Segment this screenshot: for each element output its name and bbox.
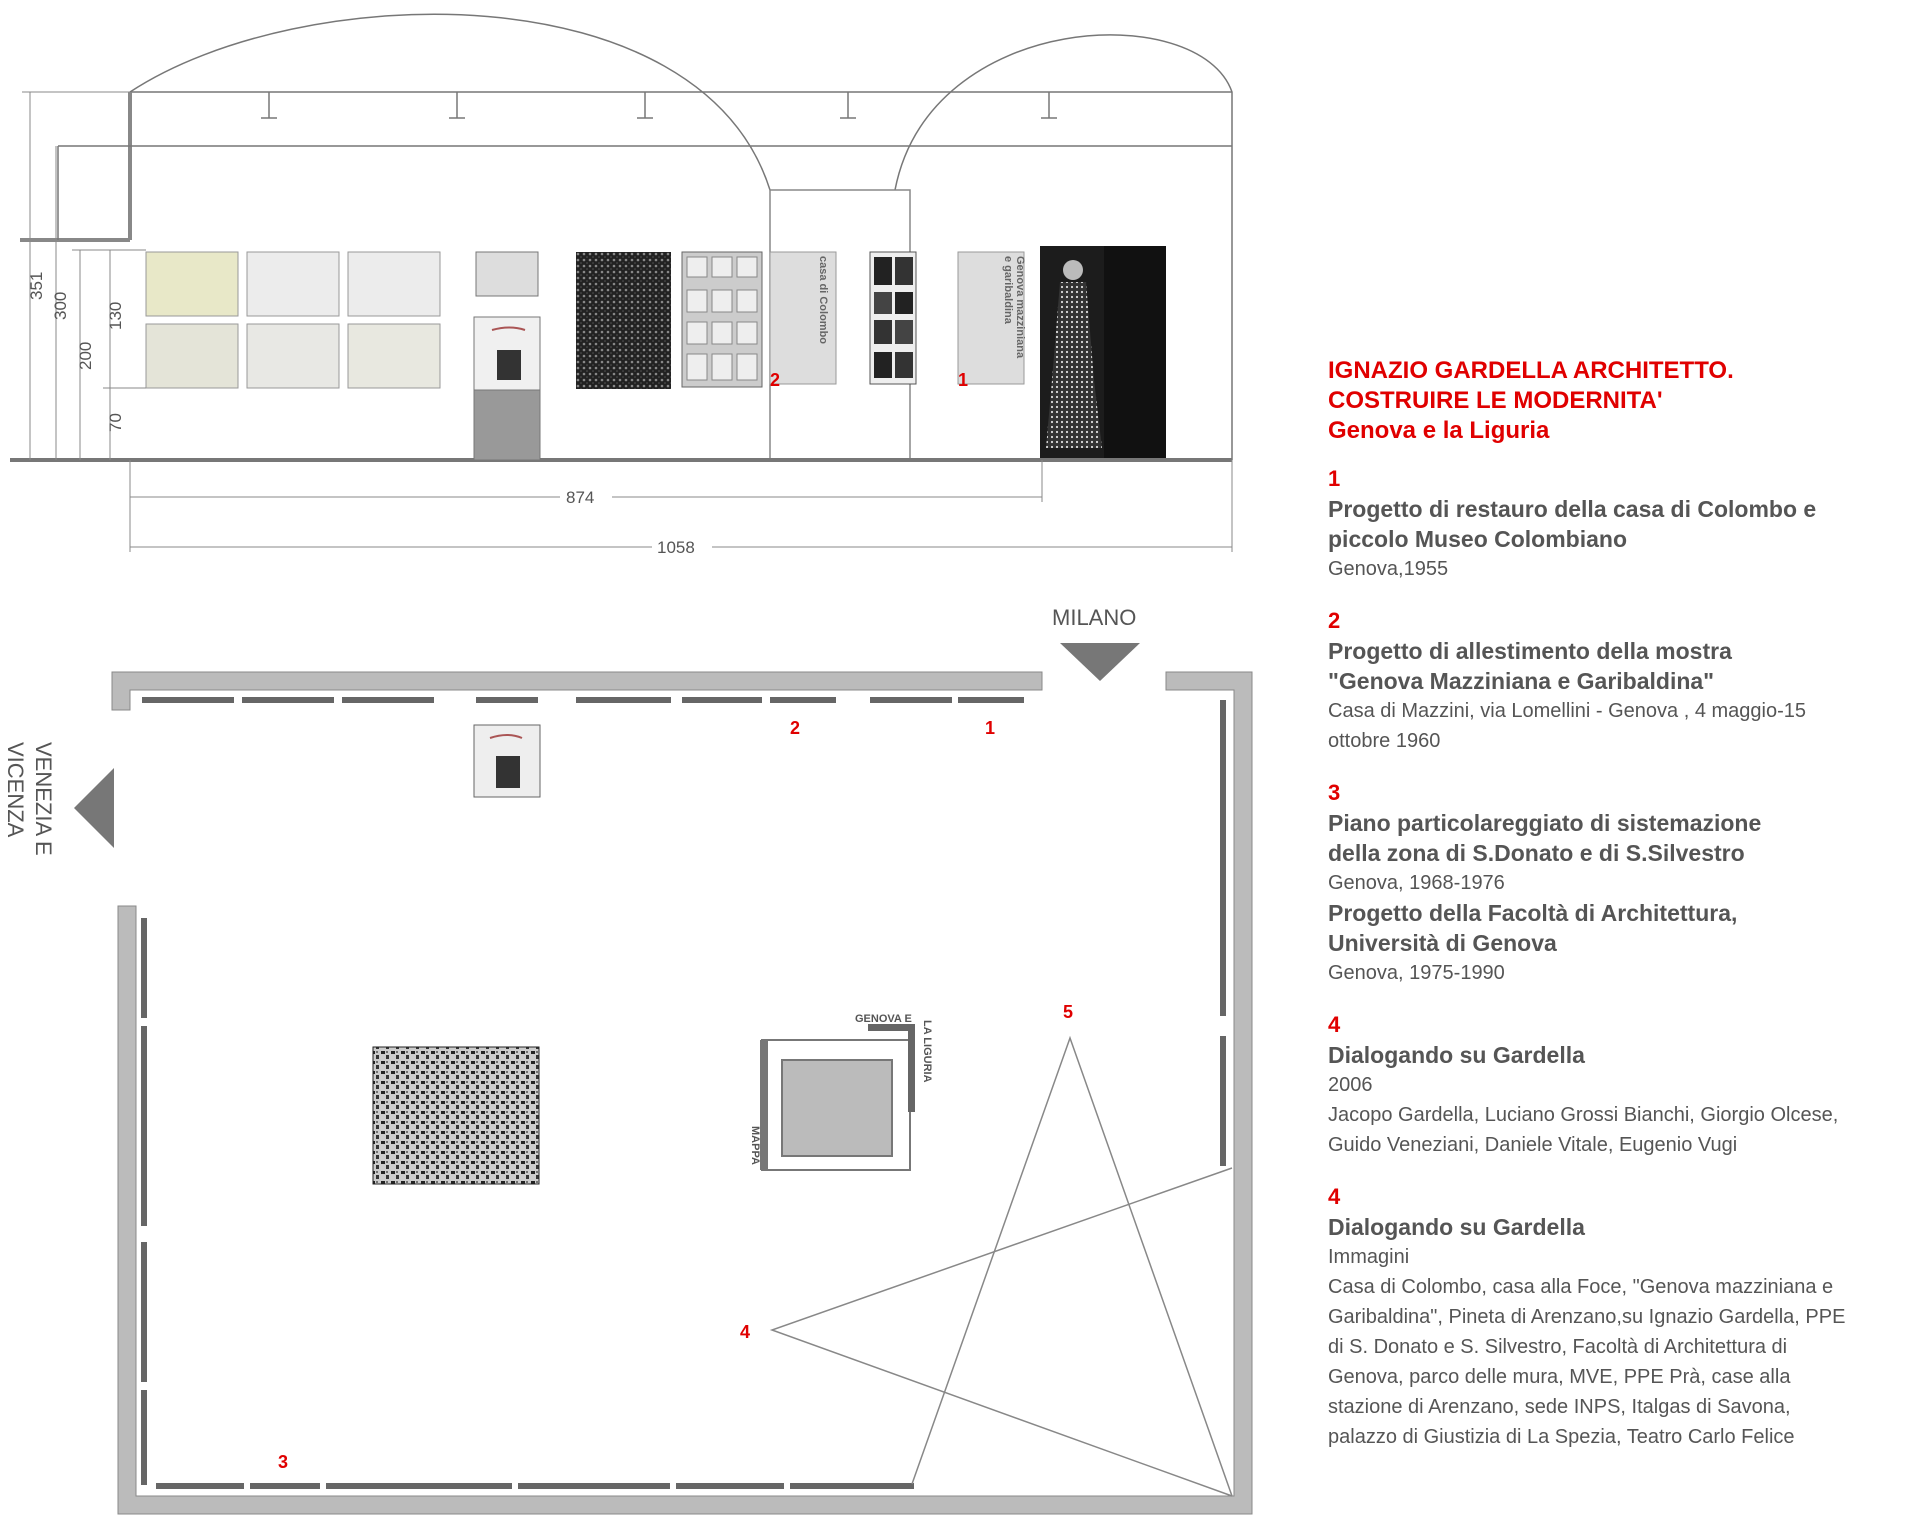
plan-label-genova: GENOVA E	[855, 1013, 912, 1025]
legend-item-text: Genova, 1968-1976	[1328, 872, 1505, 894]
legend-item-heading: Dialogando su Gardella	[1328, 1042, 1585, 1068]
dim-351: 351	[27, 271, 46, 300]
legend-item-heading: della zona di S.Donato e di S.Silvestro	[1328, 840, 1745, 866]
photo-strip-panel	[870, 252, 916, 384]
legend-item-text: ottobre 1960	[1328, 730, 1441, 752]
legend-item-text: Genova,1955	[1328, 558, 1449, 580]
legend-item-heading: Piano particolareggiato di sistemazione	[1328, 810, 1762, 836]
dim-1058: 1058	[657, 538, 695, 557]
legend-item-text: di S. Donato e S. Silvestro, Facoltà di Architettura di	[1328, 1336, 1788, 1358]
plan-wall-top-right	[118, 672, 1252, 1514]
plan-left-panels	[141, 918, 147, 1485]
plan-central-display	[760, 1024, 915, 1170]
legend-item-3	[1328, 778, 1918, 988]
plan-marker-2: 2	[790, 718, 801, 738]
elevation-view	[10, 14, 1232, 557]
direction-venezia-1: VENEZIA E	[31, 742, 56, 856]
arrow-venezia-icon	[74, 768, 114, 848]
plan-marker-4: 4	[740, 1322, 751, 1342]
legend-item-heading: "Genova Mazziniana e Garibaldina"	[1328, 668, 1715, 694]
direction-venezia-2: VICENZA	[3, 742, 28, 838]
legend-item-number: 4	[1328, 1184, 1341, 1209]
legend-item-2	[1328, 606, 1918, 756]
legend-item-heading: Università di Genova	[1328, 930, 1557, 956]
plan-aerial-photo	[373, 1047, 539, 1184]
legend-item-number: 2	[1328, 608, 1341, 633]
dim-300: 300	[51, 291, 70, 320]
legend-item-text: Garibaldina", Pineta di Arenzano,su Ignazio Gardella, PPE	[1328, 1306, 1846, 1328]
arrow-milano-icon	[1060, 643, 1140, 681]
dim-70: 70	[106, 413, 125, 432]
elevation-marker-1: 1	[958, 370, 969, 390]
legend-item-text: Immagini	[1328, 1246, 1410, 1268]
legend-item-4b	[1328, 1182, 1918, 1452]
legend-item-text: Jacopo Gardella, Luciano Grossi Bianchi, Giorgio Olcese,	[1328, 1104, 1839, 1126]
legend-item-text: Casa di Colombo, casa alla Foce, "Genova mazziniana e	[1328, 1276, 1834, 1298]
direction-milano: MILANO	[1052, 605, 1137, 630]
dim-874: 874	[566, 488, 595, 507]
legend-item-heading: piccolo Museo Colombiano	[1328, 526, 1628, 552]
figure-doorway	[1040, 246, 1166, 458]
vault-arch-left	[130, 14, 770, 190]
legend-title-1: IGNAZIO GARDELLA ARCHITETTO.	[1328, 357, 1734, 384]
plan-marker-1: 1	[985, 718, 996, 738]
legend-title-3: Genova e la Liguria	[1328, 417, 1550, 444]
plan-top-panels	[142, 697, 1024, 703]
panel-genova-label-2: e garibaldina	[1002, 256, 1014, 324]
legend-item-number: 1	[1328, 466, 1341, 491]
legend-item-text: Guido Veneziani, Daniele Vitale, Eugenio Vugi	[1328, 1134, 1738, 1156]
photo-grid-panel	[682, 252, 762, 387]
dim-130: 130	[106, 301, 125, 330]
dim-200: 200	[76, 341, 95, 370]
plan-vitrine	[474, 725, 540, 797]
panel-casa-colombo-label: casa di Colombo	[817, 256, 829, 345]
legend-item-text: Genova, parco delle mura, MVE, PPE Prà, case alla	[1328, 1366, 1791, 1388]
legend-item-text: Genova, 1975-1990	[1328, 962, 1505, 984]
legend-item-text: 2006	[1328, 1074, 1373, 1096]
legend-item-text: stazione di Arenzano, sede INPS, Italgas di Savona,	[1328, 1396, 1791, 1418]
framed-sketch	[476, 252, 538, 296]
vitrine	[474, 317, 540, 460]
legend-item-heading: Progetto della Facoltà di Architettura,	[1328, 900, 1738, 926]
legend-item-heading: Progetto di restauro della casa di Colombo e	[1328, 496, 1817, 522]
aerial-photo-elevation	[576, 252, 671, 389]
legend-panel	[1328, 356, 1918, 1474]
legend-item-text: Casa di Mazzini, via Lomellini - Genova , 4 maggio-15	[1328, 700, 1806, 722]
plan-wall-top-left	[112, 672, 1042, 710]
plan-view	[3, 605, 1252, 1514]
legend-item-text: palazzo di Giustizia di La Spezia, Teatro Carlo Felice	[1328, 1426, 1795, 1448]
plan-bottom-panels	[156, 1483, 914, 1489]
plan-right-panels	[1220, 700, 1226, 1166]
plan-label-mappa: MAPPA	[749, 1126, 761, 1165]
legend-item-number: 4	[1328, 1012, 1341, 1037]
legend-item-heading: Progetto di allestimento della mostra	[1328, 638, 1732, 664]
legend-item-4	[1328, 1010, 1918, 1160]
plan-label-liguria: LA LIGURIA	[921, 1020, 933, 1083]
drawings-group	[146, 252, 440, 388]
panel-genova-label-1: Genova mazziniana	[1014, 256, 1026, 359]
legend-title-2: COSTRUIRE LE MODERNITA'	[1328, 387, 1663, 414]
plan-marker-3: 3	[278, 1452, 289, 1472]
legend-item-number: 3	[1328, 780, 1341, 805]
legend-item-1	[1328, 464, 1918, 584]
legend-item-heading: Dialogando su Gardella	[1328, 1214, 1585, 1240]
elevation-marker-2: 2	[770, 370, 781, 390]
plan-marker-5: 5	[1063, 1002, 1074, 1022]
